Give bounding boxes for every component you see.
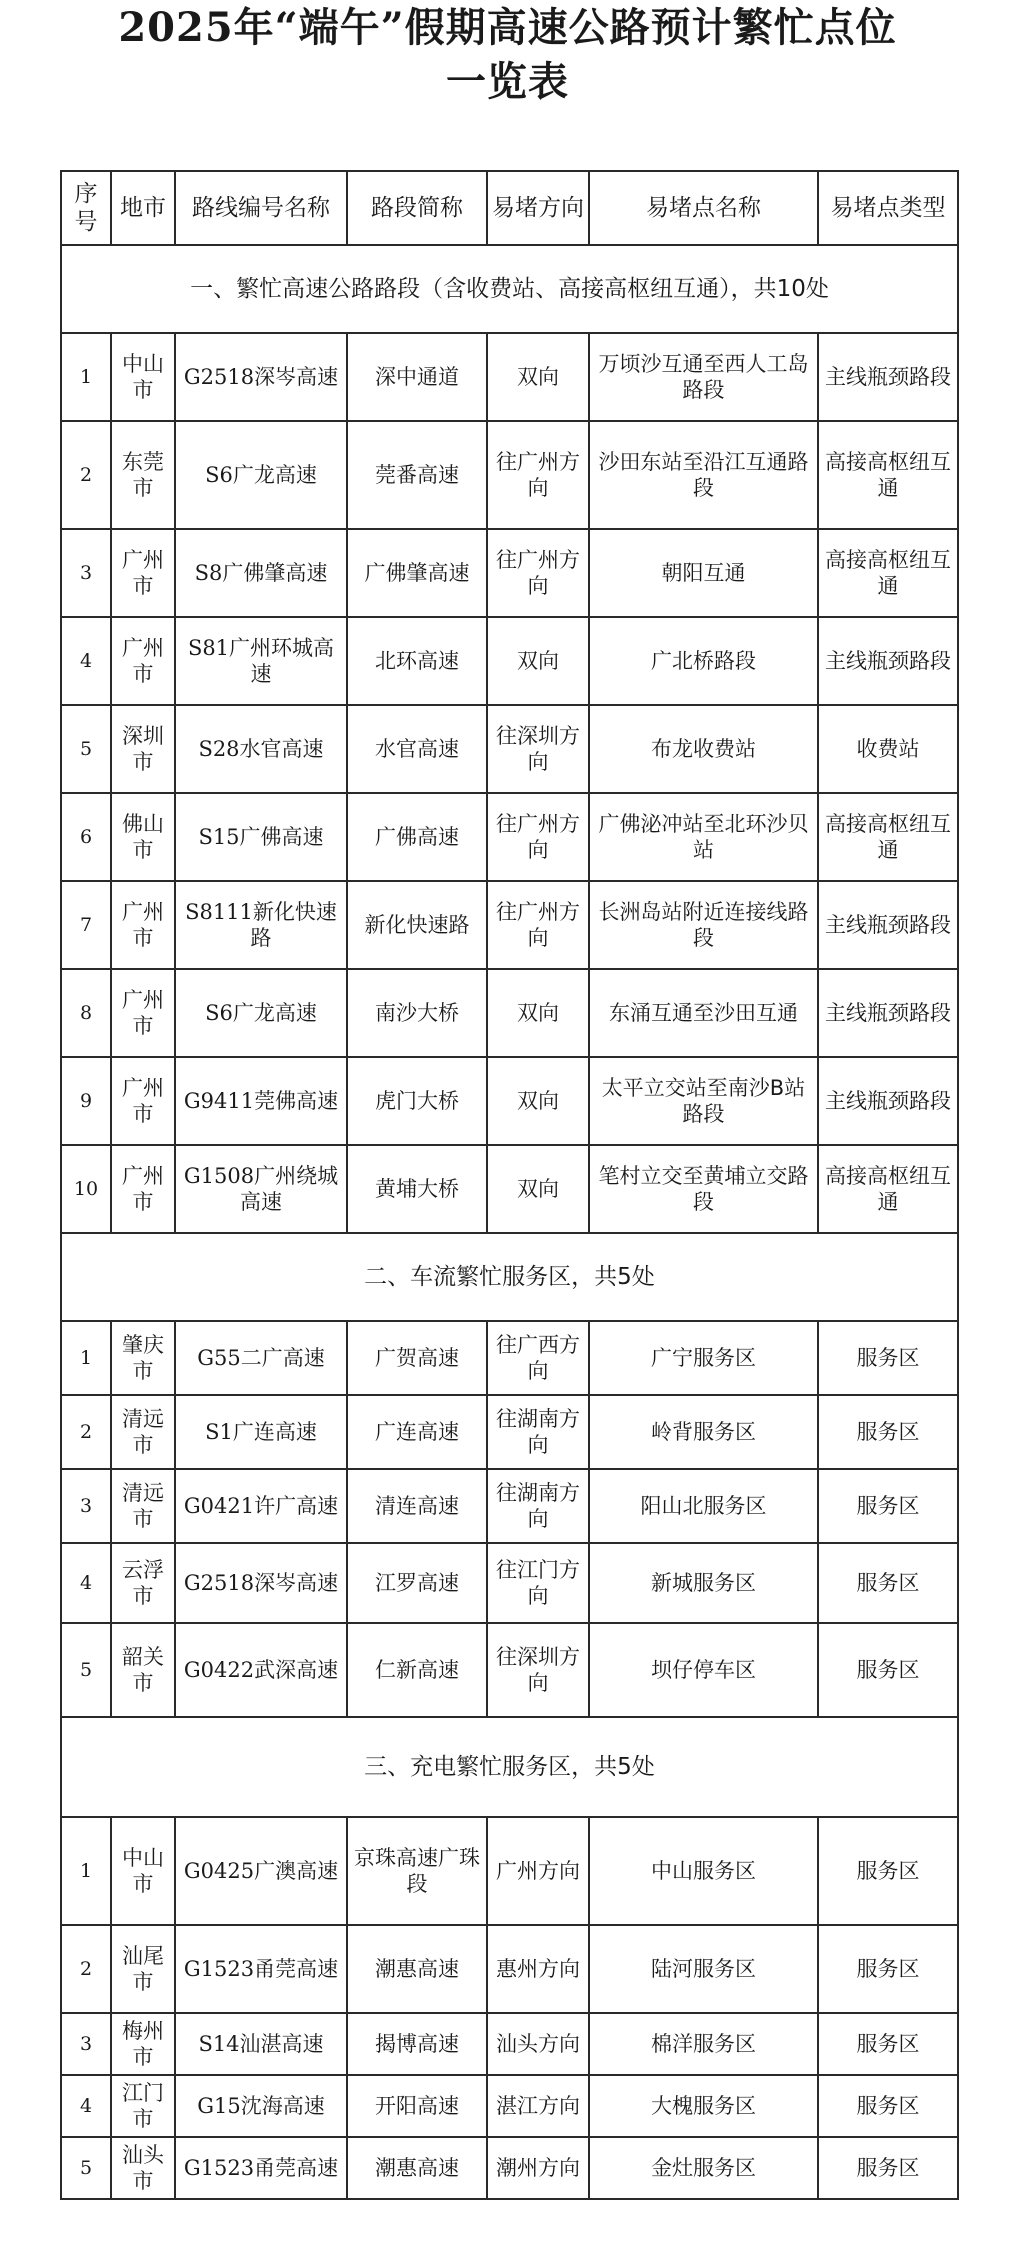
cell-route: G1523甬莞高速 <box>175 1925 347 2013</box>
congestion-table <box>60 170 959 2200</box>
cell-index: 5 <box>61 1623 111 1717</box>
table-row <box>61 2137 958 2199</box>
cell-type: 服务区 <box>818 1543 958 1623</box>
table-row <box>61 793 958 881</box>
table-row <box>61 1145 958 1233</box>
title-line-1: 2025年“端午”假期高速公路预计繁忙点位 <box>118 4 897 51</box>
cell-segment: 广佛肇高速 <box>347 529 487 617</box>
cell-city: 广州市 <box>111 1145 175 1233</box>
cell-direction: 湛江方向 <box>487 2075 589 2137</box>
cell-route: G55二广高速 <box>175 1321 347 1395</box>
cell-type: 服务区 <box>818 1817 958 1925</box>
cell-index: 3 <box>61 1469 111 1543</box>
cell-type: 服务区 <box>818 1395 958 1469</box>
cell-direction: 往广西方向 <box>487 1321 589 1395</box>
header-segment: 路段简称 <box>347 171 487 245</box>
header-type: 易堵点类型 <box>818 171 958 245</box>
cell-type: 高接高枢纽互通 <box>818 529 958 617</box>
cell-direction: 往湖南方向 <box>487 1469 589 1543</box>
table-row <box>61 1623 958 1717</box>
cell-index: 2 <box>61 421 111 529</box>
cell-segment: 开阳高速 <box>347 2075 487 2137</box>
cell-point: 朝阳互通 <box>589 529 818 617</box>
cell-type: 主线瓶颈路段 <box>818 881 958 969</box>
table-row <box>61 2013 958 2075</box>
cell-segment: 北环高速 <box>347 617 487 705</box>
cell-segment: 清连高速 <box>347 1469 487 1543</box>
cell-type: 服务区 <box>818 1925 958 2013</box>
cell-route: G0421许广高速 <box>175 1469 347 1543</box>
cell-direction: 往深圳方向 <box>487 705 589 793</box>
cell-route: G1508广州绕城高速 <box>175 1145 347 1233</box>
cell-direction: 双向 <box>487 333 589 421</box>
section-title: 一、繁忙高速公路路段（含收费站、高接高枢纽互通），共10处 <box>61 245 958 333</box>
table-row <box>61 969 958 1057</box>
cell-segment: 黄埔大桥 <box>347 1145 487 1233</box>
table-body <box>61 245 958 2199</box>
cell-index: 2 <box>61 1925 111 2013</box>
cell-index: 10 <box>61 1145 111 1233</box>
cell-city: 清远市 <box>111 1395 175 1469</box>
table-row <box>61 1057 958 1145</box>
cell-index: 6 <box>61 793 111 881</box>
cell-direction: 双向 <box>487 617 589 705</box>
cell-city: 肇庆市 <box>111 1321 175 1395</box>
cell-type: 高接高枢纽互通 <box>818 793 958 881</box>
cell-type: 服务区 <box>818 2137 958 2199</box>
cell-point: 岭背服务区 <box>589 1395 818 1469</box>
section-title: 三、充电繁忙服务区，共5处 <box>61 1717 958 1817</box>
cell-segment: 虎门大桥 <box>347 1057 487 1145</box>
cell-point: 广佛泌冲站至北环沙贝站 <box>589 793 818 881</box>
cell-direction: 潮州方向 <box>487 2137 589 2199</box>
cell-route: G2518深岑高速 <box>175 333 347 421</box>
cell-point: 陆河服务区 <box>589 1925 818 2013</box>
section-header-row <box>61 245 958 333</box>
cell-route: S28水官高速 <box>175 705 347 793</box>
cell-segment: 水官高速 <box>347 705 487 793</box>
cell-type: 高接高枢纽互通 <box>818 1145 958 1233</box>
cell-type: 主线瓶颈路段 <box>818 333 958 421</box>
cell-direction: 双向 <box>487 1057 589 1145</box>
table-row <box>61 333 958 421</box>
cell-segment: 南沙大桥 <box>347 969 487 1057</box>
cell-route: S14汕湛高速 <box>175 2013 347 2075</box>
cell-direction: 双向 <box>487 969 589 1057</box>
cell-type: 服务区 <box>818 1469 958 1543</box>
cell-city: 江门市 <box>111 2075 175 2137</box>
cell-route: G9411莞佛高速 <box>175 1057 347 1145</box>
cell-city: 韶关市 <box>111 1623 175 1717</box>
header-point: 易堵点名称 <box>589 171 818 245</box>
cell-direction: 惠州方向 <box>487 1925 589 2013</box>
cell-point: 坝仔停车区 <box>589 1623 818 1717</box>
cell-segment: 莞番高速 <box>347 421 487 529</box>
cell-index: 9 <box>61 1057 111 1145</box>
cell-type: 服务区 <box>818 2075 958 2137</box>
cell-city: 云浮市 <box>111 1543 175 1623</box>
cell-direction: 汕头方向 <box>487 2013 589 2075</box>
cell-city: 东莞市 <box>111 421 175 529</box>
cell-index: 4 <box>61 2075 111 2137</box>
table-row <box>61 2075 958 2137</box>
cell-index: 8 <box>61 969 111 1057</box>
cell-point: 万顷沙互通至西人工岛路段 <box>589 333 818 421</box>
cell-route: G1523甬莞高速 <box>175 2137 347 2199</box>
cell-segment: 潮惠高速 <box>347 1925 487 2013</box>
cell-direction: 往广州方向 <box>487 881 589 969</box>
cell-route: S8111新化快速路 <box>175 881 347 969</box>
cell-segment: 广佛高速 <box>347 793 487 881</box>
table-row <box>61 1543 958 1623</box>
cell-city: 深圳市 <box>111 705 175 793</box>
cell-city: 佛山市 <box>111 793 175 881</box>
cell-direction: 往广州方向 <box>487 421 589 529</box>
cell-index: 4 <box>61 617 111 705</box>
cell-direction: 双向 <box>487 1145 589 1233</box>
cell-route: S6广龙高速 <box>175 421 347 529</box>
section-title: 二、车流繁忙服务区，共5处 <box>61 1233 958 1321</box>
table-row <box>61 1469 958 1543</box>
cell-route: G15沈海高速 <box>175 2075 347 2137</box>
cell-point: 大槐服务区 <box>589 2075 818 2137</box>
cell-index: 7 <box>61 881 111 969</box>
cell-city: 广州市 <box>111 529 175 617</box>
cell-segment: 深中通道 <box>347 333 487 421</box>
cell-city: 广州市 <box>111 881 175 969</box>
cell-type: 高接高枢纽互通 <box>818 421 958 529</box>
cell-type: 服务区 <box>818 2013 958 2075</box>
cell-route: S15广佛高速 <box>175 793 347 881</box>
cell-point: 布龙收费站 <box>589 705 818 793</box>
cell-city: 汕尾市 <box>111 1925 175 2013</box>
header-city: 地市 <box>111 171 175 245</box>
table-header-row <box>61 171 958 245</box>
cell-index: 3 <box>61 529 111 617</box>
cell-city: 广州市 <box>111 617 175 705</box>
cell-segment: 广贺高速 <box>347 1321 487 1395</box>
cell-direction: 往湖南方向 <box>487 1395 589 1469</box>
cell-segment: 仁新高速 <box>347 1623 487 1717</box>
cell-city: 广州市 <box>111 1057 175 1145</box>
cell-route: S1广连高速 <box>175 1395 347 1469</box>
cell-segment: 江罗高速 <box>347 1543 487 1623</box>
cell-point: 中山服务区 <box>589 1817 818 1925</box>
cell-type: 主线瓶颈路段 <box>818 969 958 1057</box>
table-row <box>61 421 958 529</box>
cell-segment: 京珠高速广珠段 <box>347 1817 487 1925</box>
table-row <box>61 1925 958 2013</box>
table-row <box>61 1395 958 1469</box>
section-header-row <box>61 1717 958 1817</box>
cell-city: 中山市 <box>111 333 175 421</box>
cell-index: 5 <box>61 705 111 793</box>
cell-city: 清远市 <box>111 1469 175 1543</box>
header-direction: 易堵方向 <box>487 171 589 245</box>
cell-point: 东涌互通至沙田互通 <box>589 969 818 1057</box>
cell-index: 3 <box>61 2013 111 2075</box>
cell-point: 金灶服务区 <box>589 2137 818 2199</box>
cell-segment: 广连高速 <box>347 1395 487 1469</box>
cell-segment: 新化快速路 <box>347 881 487 969</box>
cell-point: 笔村立交至黄埔立交路段 <box>589 1145 818 1233</box>
table-row <box>61 705 958 793</box>
table-row <box>61 1817 958 1925</box>
cell-direction: 往广州方向 <box>487 529 589 617</box>
cell-type: 收费站 <box>818 705 958 793</box>
cell-point: 沙田东站至沿江互通路段 <box>589 421 818 529</box>
table-row <box>61 881 958 969</box>
cell-index: 1 <box>61 333 111 421</box>
cell-direction: 往深圳方向 <box>487 1623 589 1717</box>
cell-route: G2518深岑高速 <box>175 1543 347 1623</box>
cell-city: 广州市 <box>111 969 175 1057</box>
cell-index: 1 <box>61 1817 111 1925</box>
cell-city: 中山市 <box>111 1817 175 1925</box>
cell-index: 4 <box>61 1543 111 1623</box>
cell-route: S6广龙高速 <box>175 969 347 1057</box>
cell-point: 广宁服务区 <box>589 1321 818 1395</box>
cell-direction: 往江门方向 <box>487 1543 589 1623</box>
cell-direction: 往广州方向 <box>487 793 589 881</box>
title-line-2: 一览表 <box>446 58 569 105</box>
section-header-row <box>61 1233 958 1321</box>
header-route: 路线编号名称 <box>175 171 347 245</box>
cell-point: 长洲岛站附近连接线路段 <box>589 881 818 969</box>
cell-type: 服务区 <box>818 1321 958 1395</box>
cell-segment: 揭博高速 <box>347 2013 487 2075</box>
cell-segment: 潮惠高速 <box>347 2137 487 2199</box>
cell-type: 主线瓶颈路段 <box>818 1057 958 1145</box>
cell-route: G0422武深高速 <box>175 1623 347 1717</box>
cell-point: 阳山北服务区 <box>589 1469 818 1543</box>
cell-city: 梅州市 <box>111 2013 175 2075</box>
cell-index: 1 <box>61 1321 111 1395</box>
cell-city: 汕头市 <box>111 2137 175 2199</box>
table-row <box>61 529 958 617</box>
cell-point: 棉洋服务区 <box>589 2013 818 2075</box>
cell-type: 主线瓶颈路段 <box>818 617 958 705</box>
cell-point: 广北桥路段 <box>589 617 818 705</box>
header-index: 序号 <box>61 171 111 245</box>
cell-point: 新城服务区 <box>589 1543 818 1623</box>
cell-point: 太平立交站至南沙B站路段 <box>589 1057 818 1145</box>
cell-route: S81广州环城高速 <box>175 617 347 705</box>
table-row <box>61 1321 958 1395</box>
cell-index: 2 <box>61 1395 111 1469</box>
cell-route: S8广佛肇高速 <box>175 529 347 617</box>
cell-direction: 广州方向 <box>487 1817 589 1925</box>
cell-index: 5 <box>61 2137 111 2199</box>
table-row <box>61 617 958 705</box>
cell-route: G0425广澳高速 <box>175 1817 347 1925</box>
cell-type: 服务区 <box>818 1623 958 1717</box>
